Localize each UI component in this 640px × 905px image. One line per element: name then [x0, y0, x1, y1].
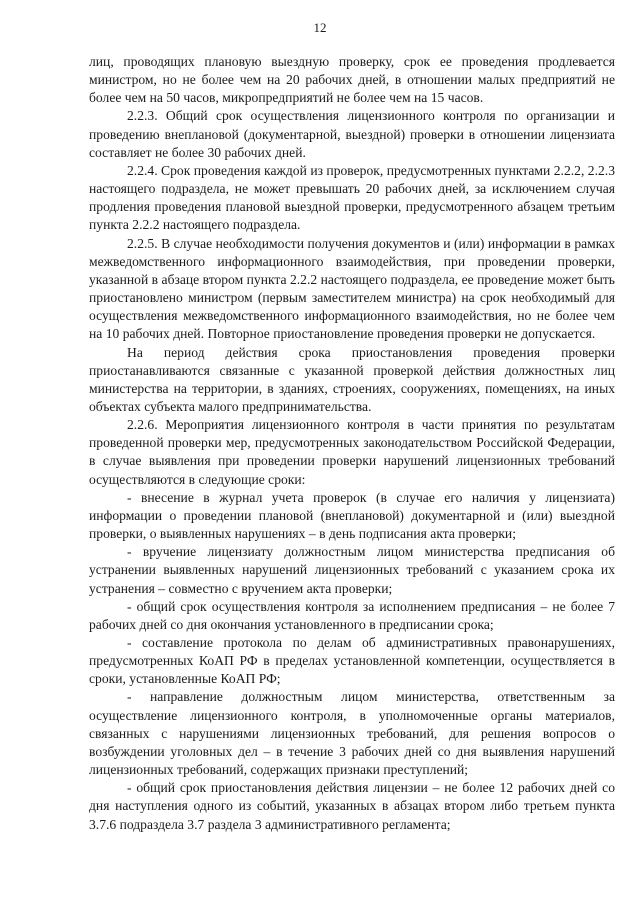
paragraph: 2.2.4. Срок проведения каждой из проверок, предусмотренных пунктами 2.2.2, 2.2.3 настоящего подраздела, не может превышать 20 рабочих дней, за исключением случая продления проведения плановой выездной проверки, предусмотренного абзацем третьим пункта 2.2.2 настоящего подраздела. — [89, 162, 615, 233]
paragraph: 2.2.6. Мероприятия лицензионного контроля в части принятия по результатам проведенной проверки мер, предусмотренных законодательством Российской Федерации, в случае выявления при проведении проверки нарушений лицензионных требований осуществляются в следующие сроки: — [89, 417, 615, 487]
paragraph: 2.2.3. Общий срок осуществления лицензионного контроля по организации и проведению внеплановой (документарной, выездной) проверки в отношении лицензиата составляет не более 30 рабочих дней. — [89, 108, 615, 160]
document-body — [89, 53, 615, 834]
list-item: - общий срок приостановления действия лицензии – не более 12 рабочих дней со дня наступления одного из событий, указанных в абзацах втором либо третьем пункта 3.7.6 подраздела 3.7 раздела 3 административного регламента; — [89, 780, 615, 832]
list-item: - вручение лицензиату должностным лицом министерства предписания об устранении выявленных нарушений лицензионных требований с указанием срока их устранения – совместно с вручением акта проверки; — [89, 544, 615, 596]
paragraph: 2.2.5. В случае необходимости получения документов и (или) информации в рамках межведомственного информационного взаимодействия, при проведении проверки, указанной в абзаце втором пункта 2.2.2 настоящего подраздела, ее проведение может быть приостановлено министром (первым заместителем министра) на срок необходимый для осуществления межведомственного информационного взаимодействия, но не более чем на 10 рабочих дней. Повторное приостановление проведения проверки не допускается. — [89, 235, 615, 342]
paragraph: лиц, проводящих плановую выездную проверку, срок ее проведения продлевается министром, но не более чем на 20 рабочих дней, в отношении малых предприятий не более чем на 50 часов, микропредприятий не более чем на 15 часов. — [89, 54, 615, 106]
list-item: - составление протокола по делам об административных правонарушениях, предусмотренных КоАП РФ в пределах установленной компетенции, осуществляется в сроки, установленные КоАП РФ; — [89, 635, 615, 687]
list-item: - общий срок осуществления контроля за исполнением предписания – не более 7 рабочих дней со дня окончания установленного в предписании срока; — [89, 598, 615, 632]
list-item: - направление должностным лицом министерства, ответственным за осуществление лицензионного контроля, в уполномоченные органы материалов, связанных с нарушениями лицензионных требований, для решения вопросов о возбуждении уголовных дел – в течение 3 рабочих дней со дня выявления нарушений лицензионных требований, содержащих признаки преступлений; — [89, 689, 615, 778]
paragraph: На период действия срока приостановления проведения проверки приостанавливаются связанные с указанной проверкой действия должностных лиц министерства на территории, в зданиях, строениях, сооружениях, помещениях, на иных объектах субъекта малого предпринимательства. — [89, 344, 615, 414]
page-number: 12 — [313, 20, 327, 35]
list-item: - внесение в журнал учета проверок (в случае его наличия у лицензиата) информации о проведении плановой (внеплановой) документарной и (или) выездной проверки, о выявленных нарушениях – в день подписания акта проверки; — [89, 489, 615, 542]
